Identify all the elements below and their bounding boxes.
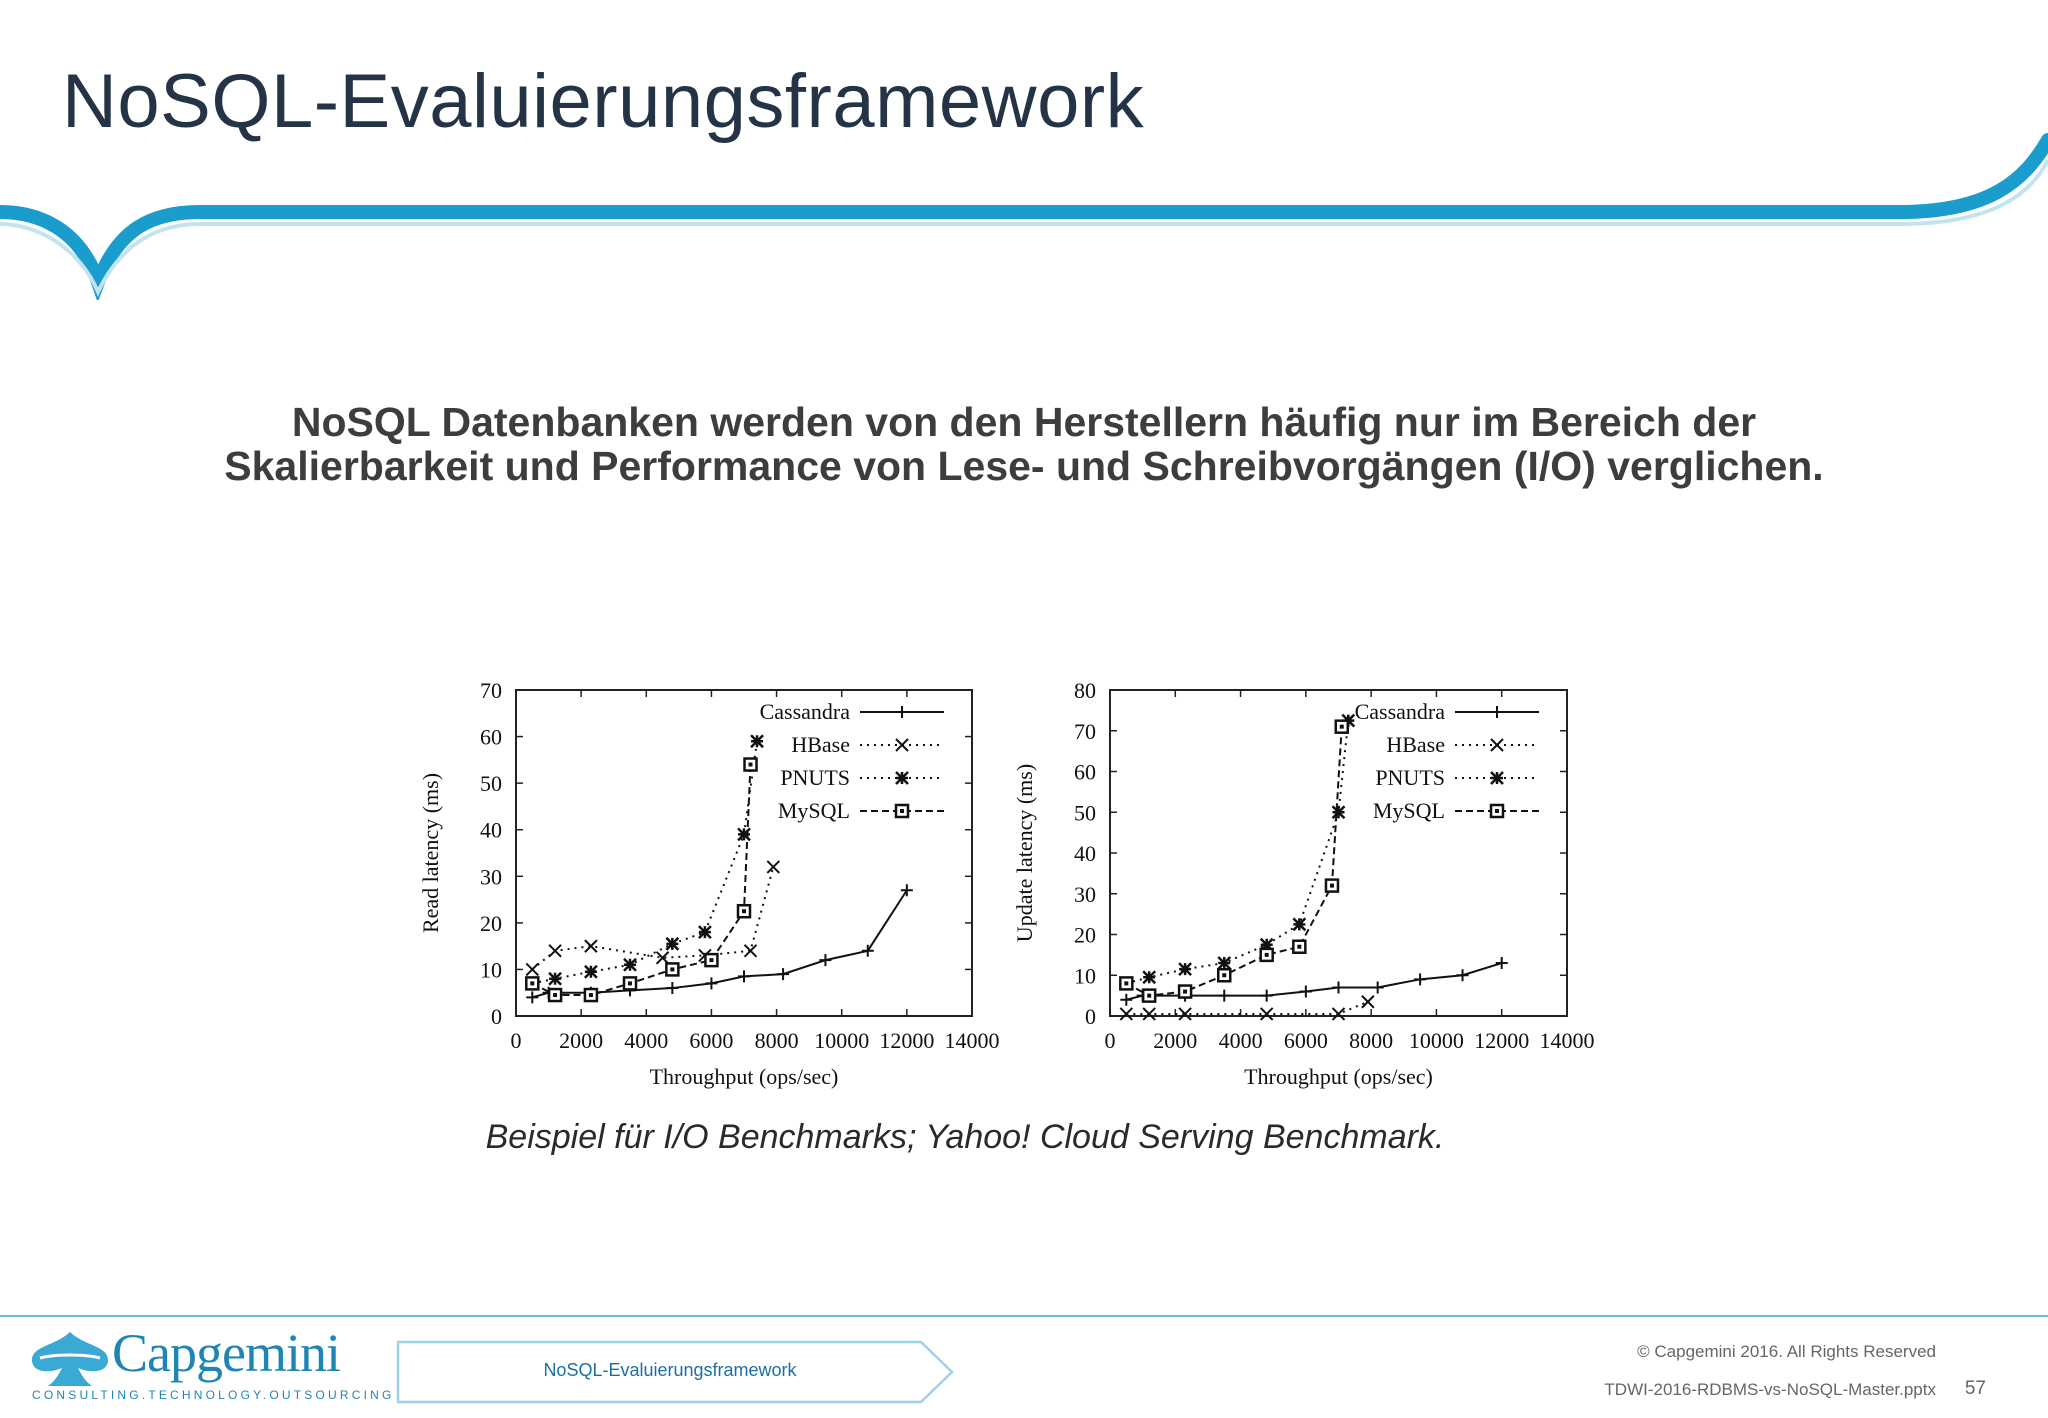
chart2-y-tick-label: 0 — [1085, 1004, 1096, 1029]
chart1-x-tick-label: 12000 — [879, 1028, 935, 1053]
chart2-x-tick-label: 4000 — [1218, 1028, 1263, 1053]
chart2-x-tick-label: 6000 — [1283, 1028, 1328, 1053]
chart1-y-tick-label: 50 — [480, 771, 502, 797]
chart1-y-axis-label: Read latency (ms) — [418, 772, 443, 934]
chart2-series-mysql-point-dot — [1147, 994, 1151, 998]
chart2-x-tick-label: 12000 — [1474, 1028, 1530, 1053]
chart2-x-tick-label: 8000 — [1349, 1028, 1394, 1053]
chart2-frame — [1110, 690, 1567, 1016]
chart2-y-tick-label: 70 — [1074, 718, 1096, 744]
chart2-y-tick-label: 10 — [1074, 963, 1096, 989]
section-nav-label[interactable]: NoSQL-Evaluierungsframework — [543, 1360, 797, 1380]
chart1-x-tick-label: 14000 — [944, 1028, 1000, 1053]
chart1-x-tick-label: 6000 — [689, 1028, 734, 1053]
chart1-y-tick-label: 40 — [480, 817, 502, 843]
chart2-y-tick-label: 40 — [1074, 841, 1096, 866]
chart1-legend-label-hbase: HBase — [791, 732, 850, 757]
chart2-legend-label-pnuts: PNUTS — [1375, 765, 1445, 790]
chart2-series-mysql-point-dot — [1330, 884, 1334, 888]
chart1-series-mysql-point-dot — [589, 993, 593, 997]
headline-line-1: NoSQL Datenbanken werden von den Herstellern häufig nur im Bereich der — [291, 399, 1757, 445]
chart2-legend-label-mysql: MySQL — [1372, 798, 1445, 823]
chart1-series-mysql-point-dot — [670, 967, 674, 971]
chart2-series-pnuts-point — [1293, 918, 1305, 930]
chart2-series-mysql-point-dot — [1222, 973, 1226, 977]
chart1-legend-marker-mysql-dot — [900, 809, 904, 813]
chart1-legend-marker-pnuts — [896, 772, 908, 784]
chart2-y-tick-label: 80 — [1074, 678, 1096, 703]
chart2-y-tick-label: 60 — [1074, 759, 1096, 785]
slide-title: NoSQL-Evaluierungsframework — [62, 59, 1145, 144]
chart1-x-tick-label: 8000 — [754, 1028, 799, 1053]
capgemini-spade-icon — [30, 1328, 110, 1388]
chart2-series-pnuts-point — [1333, 806, 1345, 818]
chart2-series-mysql-point-dot — [1265, 953, 1269, 957]
chart2-legend-marker-pnuts — [1491, 772, 1503, 784]
chart2-series-mysql-point-dot — [1297, 945, 1301, 949]
chart2-series-mysql-point-dot — [1340, 725, 1344, 729]
presentation-filename: TDWI-2016-RDBMS-vs-NoSQL-Master.pptx — [1604, 1380, 1936, 1399]
capgemini-logo-tagline: CONSULTING.TECHNOLOGY.OUTSOURCING — [32, 1388, 395, 1402]
chart2-legend-label-hbase: HBase — [1386, 732, 1445, 757]
chart2-series-pnuts-point — [1143, 971, 1155, 983]
chart2-series-mysql-point-dot — [1124, 981, 1128, 985]
chart2-legend-marker-mysql-dot — [1495, 809, 1499, 813]
chart2-series-pnuts-point — [1218, 957, 1230, 969]
chart2-x-tick-label: 2000 — [1153, 1028, 1198, 1053]
chart2-x-tick-label: 0 — [1104, 1028, 1116, 1053]
chart1-series-pnuts-point — [699, 926, 711, 938]
chart1-series-mysql-point-dot — [628, 981, 632, 985]
chart1-legend-label-mysql: MySQL — [777, 798, 850, 823]
chart2-y-tick-label: 50 — [1074, 800, 1096, 826]
chart1-series-mysql-point-dot — [553, 993, 557, 997]
chart1-series-pnuts-point — [585, 966, 597, 978]
chart1-x-tick-label: 4000 — [624, 1028, 669, 1053]
page-number: 57 — [1964, 1378, 1986, 1399]
chart1-series-pnuts-point — [666, 938, 678, 950]
chart1-y-tick-label: 0 — [491, 1004, 502, 1029]
chart2-series-mysql-point-dot — [1183, 990, 1187, 994]
chart1-series-pnuts-point — [751, 735, 763, 747]
chart2-x-tick-label: 10000 — [1408, 1028, 1464, 1053]
footer-divider — [0, 1315, 2048, 1317]
chart1-y-tick-label: 10 — [480, 957, 502, 983]
chart1-series-mysql-point-dot — [530, 981, 534, 985]
chart2-x-tick-label: 14000 — [1539, 1028, 1595, 1053]
chart1-series-pnuts-point — [624, 959, 636, 971]
chart2-y-tick-label: 20 — [1074, 922, 1096, 948]
chart1-series-mysql-point-dot — [742, 909, 746, 913]
chart1-legend-label-cassandra: Cassandra — [759, 699, 850, 724]
chart1-series-pnuts-point — [549, 973, 561, 985]
chart1-legend-label-pnuts: PNUTS — [780, 765, 850, 790]
copyright-notice: © Capgemini 2016. All Rights Reserved — [1637, 1342, 1936, 1361]
chart1-y-tick-label: 70 — [480, 678, 502, 703]
chart1-y-tick-label: 30 — [480, 864, 502, 890]
chart1-series-mysql-point-dot — [709, 958, 713, 962]
chart2-series-pnuts-point — [1179, 963, 1191, 975]
chart2-y-axis-label: Update latency (ms) — [1012, 763, 1037, 943]
headline-line-2: Skalierbarkeit und Performance von Lese- und Schreibvorgängen (I/O) verglichen. — [224, 443, 1824, 489]
chart1-x-tick-label: 2000 — [559, 1028, 604, 1053]
chart1-x-tick-label: 10000 — [814, 1028, 870, 1053]
chart1-frame — [516, 690, 972, 1016]
chart1-y-tick-label: 20 — [480, 910, 502, 936]
chart1-x-axis-label: Throughput (ops/sec) — [649, 1064, 839, 1089]
chart1-series-mysql-point-dot — [749, 763, 753, 767]
chart1-x-tick-label: 0 — [510, 1028, 522, 1053]
chart2-legend-label-cassandra: Cassandra — [1354, 699, 1445, 724]
capgemini-logo-word: Capgemini — [112, 1323, 340, 1383]
chart1-y-tick-label: 60 — [480, 724, 502, 750]
chart2-y-tick-label: 30 — [1074, 881, 1096, 907]
chart2-x-axis-label: Throughput (ops/sec) — [1244, 1064, 1433, 1089]
figure-caption: Beispiel für I/O Benchmarks; Yahoo! Cloud Serving Benchmark. — [485, 1118, 1445, 1156]
